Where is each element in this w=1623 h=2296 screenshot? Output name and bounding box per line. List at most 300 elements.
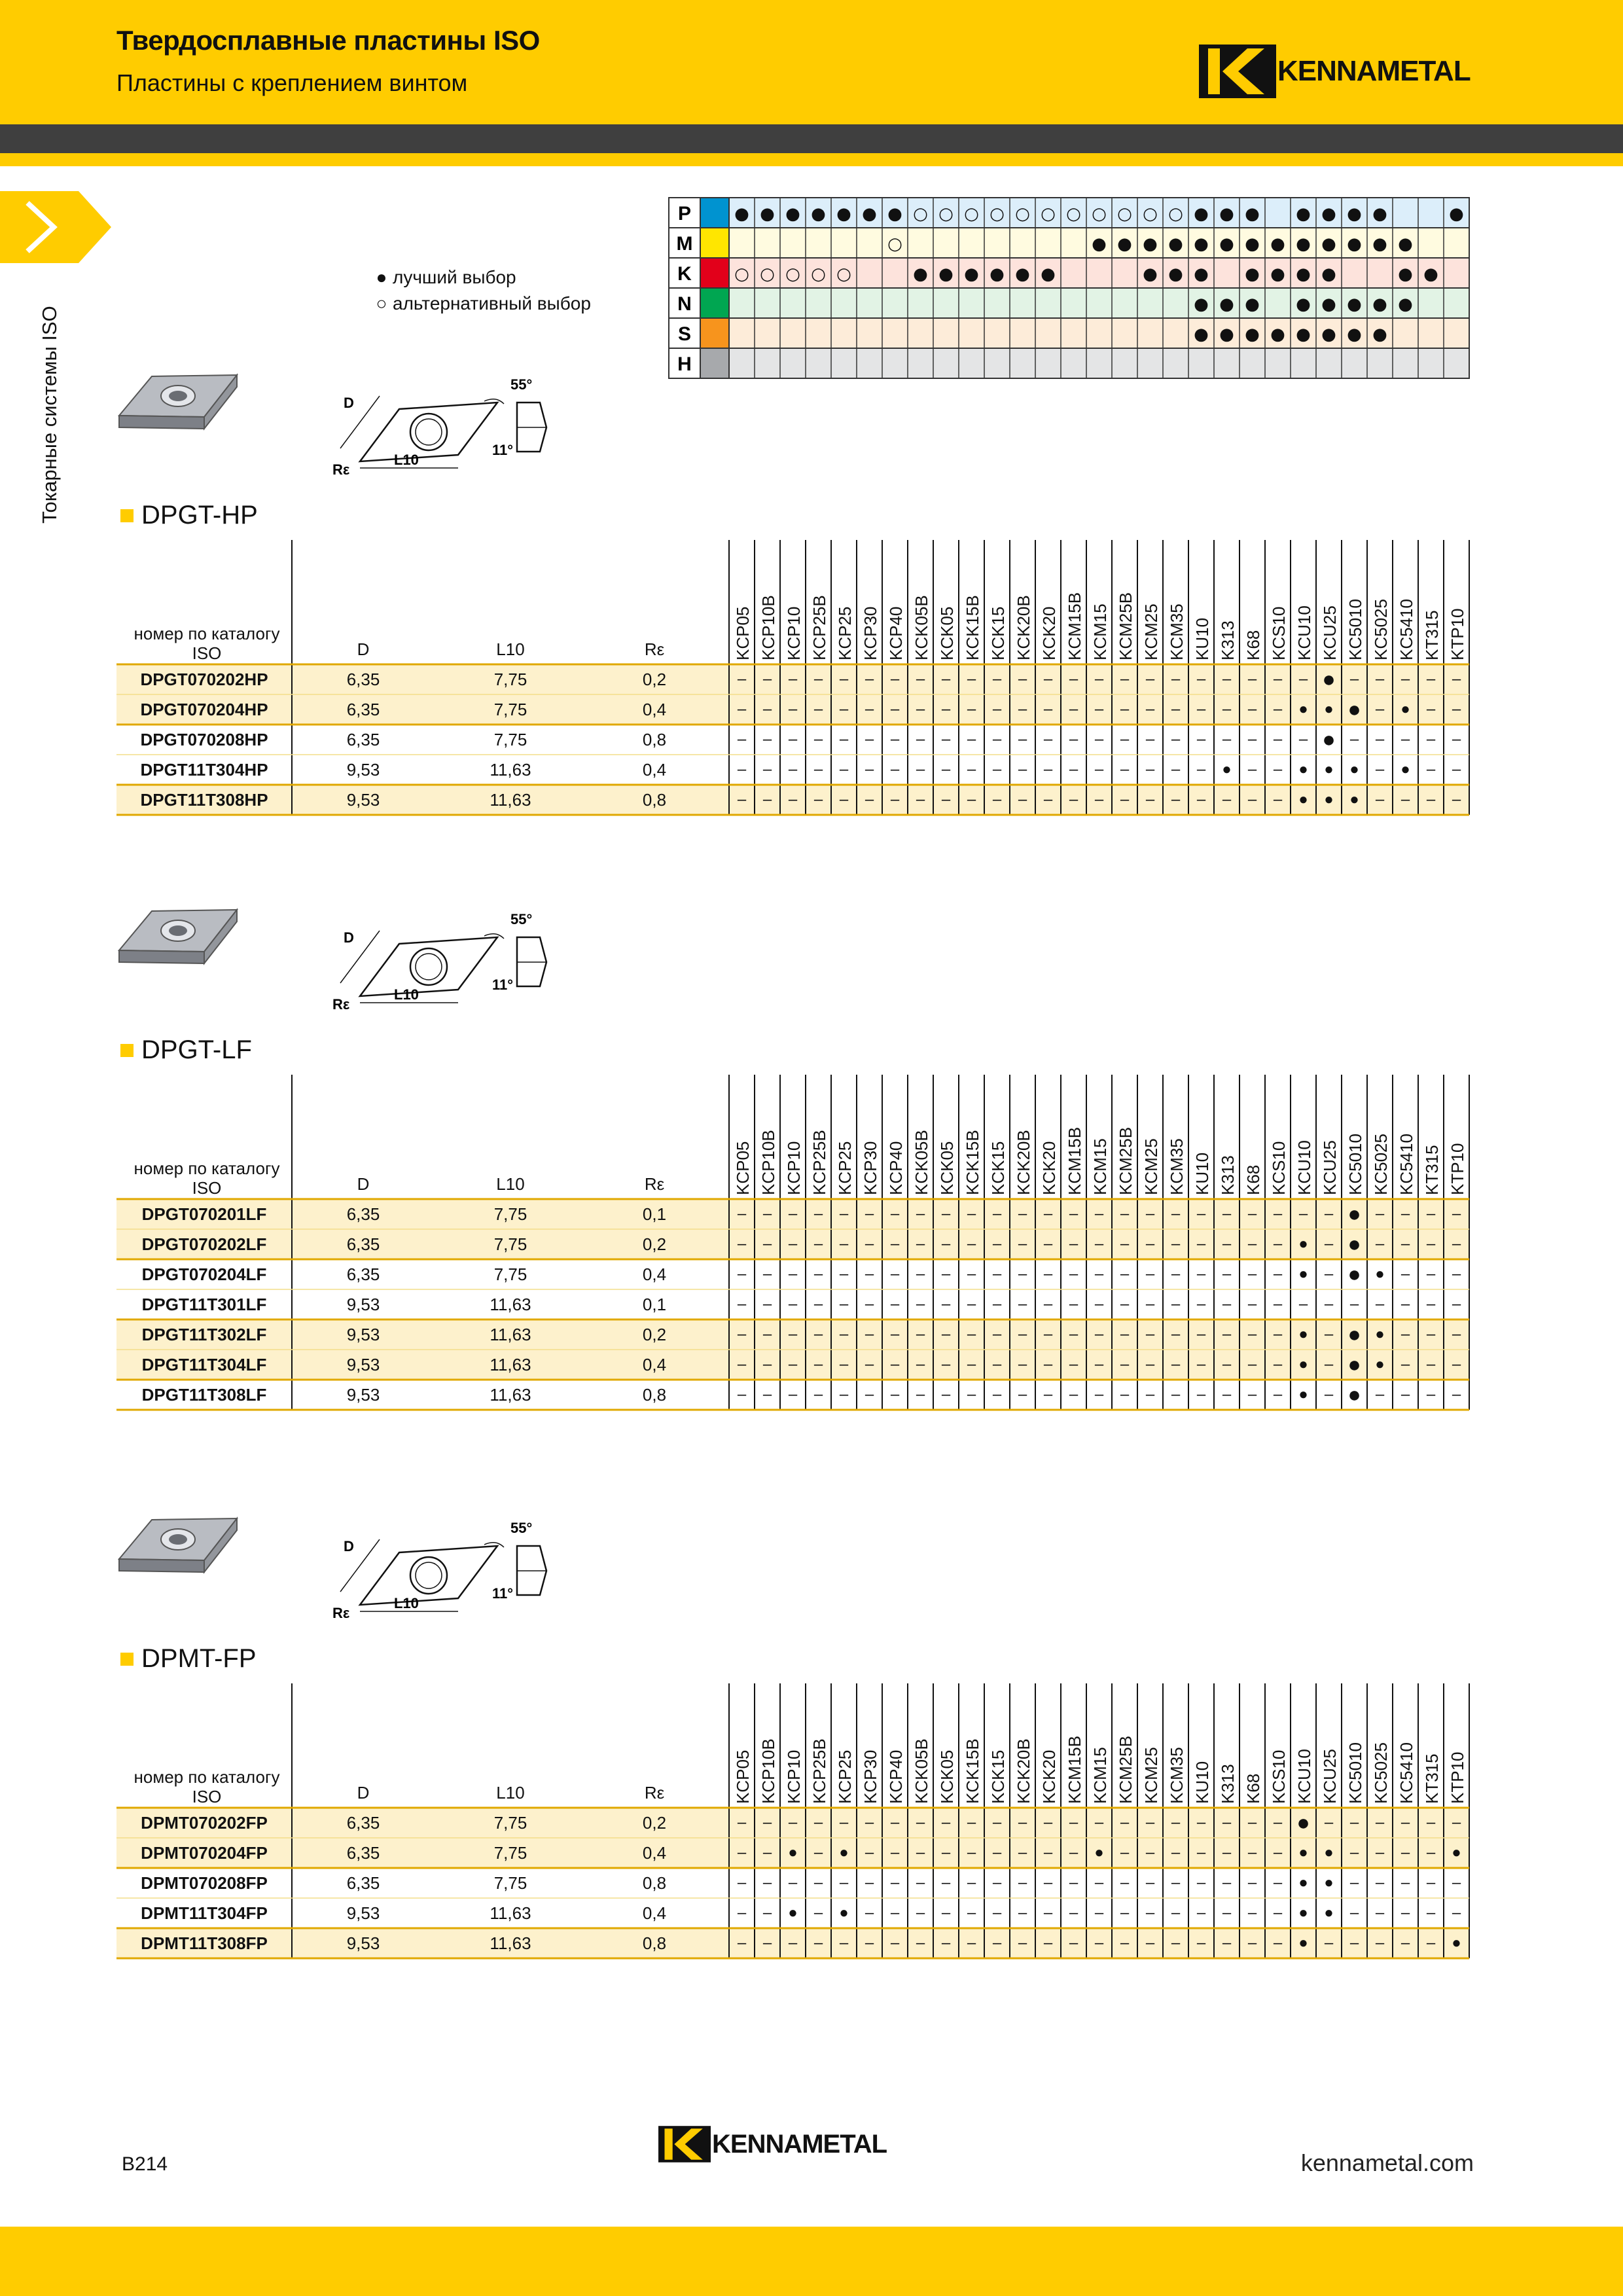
cell-dash: –: [1400, 1874, 1410, 1892]
cell-dash: –: [1171, 1355, 1181, 1373]
material-code-N: N: [677, 293, 692, 315]
matrix-mark: ●: [1219, 234, 1234, 254]
cell-dash: –: [813, 1295, 823, 1313]
cell-dash: –: [1298, 1205, 1308, 1223]
page-title: Твердосплавные пластины ISO: [116, 25, 540, 56]
cell-dash: –: [1094, 730, 1104, 748]
grade-label-KCK15B: KCK15B: [963, 595, 982, 660]
cell-dash: –: [1018, 1235, 1027, 1253]
cell-dot: ●: [1400, 700, 1410, 718]
grade-label-KC5010: KC5010: [1346, 599, 1365, 660]
cell-dash: –: [1171, 1814, 1181, 1831]
cell-dash: –: [865, 1205, 874, 1223]
cell-dash: –: [1452, 1205, 1461, 1223]
catalog-number: DPGT070202LF: [141, 1234, 267, 1254]
cell-dash: –: [1043, 791, 1053, 808]
cell-dash: –: [1298, 1295, 1308, 1313]
cell-dot: ●: [1298, 1265, 1308, 1283]
cell-dash: –: [1426, 1904, 1436, 1922]
cell-dash: –: [1247, 730, 1257, 748]
cell-dash: –: [1400, 791, 1410, 808]
cell-dot: ●: [1347, 1232, 1361, 1257]
cell-dash: –: [865, 1265, 874, 1283]
grade-label-KCK20: KCK20: [1039, 1749, 1059, 1804]
cell-dash: –: [1452, 1355, 1461, 1373]
cell-dash: –: [916, 1325, 925, 1343]
matrix-mark: ●: [1015, 264, 1030, 284]
cell-dash: –: [865, 1295, 874, 1313]
cell-dash: –: [916, 700, 925, 718]
cell-dash: –: [788, 1874, 798, 1892]
cell-dash: –: [1196, 730, 1206, 748]
cell-dash: –: [941, 1325, 951, 1343]
cell-dash: –: [1426, 791, 1436, 808]
cell-dash: –: [1400, 1205, 1410, 1223]
cell-dash: –: [941, 1386, 951, 1403]
cell-dash: –: [941, 1874, 951, 1892]
grade-label-KCK15: KCK15: [988, 1141, 1008, 1195]
value-d: 9,53: [346, 760, 380, 780]
value-l10: 7,75: [493, 670, 527, 689]
cell-dash: –: [865, 1325, 874, 1343]
cell-dash: –: [1196, 700, 1206, 718]
matrix-mark: ●: [1168, 264, 1183, 284]
cell-dash: –: [1324, 1265, 1334, 1283]
cell-dash: –: [1171, 1235, 1181, 1253]
cell-dash: –: [1452, 1386, 1461, 1403]
insert-geometry-diagram: [321, 1513, 569, 1651]
cell-dot: ●: [1298, 700, 1308, 718]
cell-dash: –: [1120, 1235, 1130, 1253]
brand-name: KENNAMETAL: [1277, 55, 1471, 87]
cell-dash: –: [762, 1814, 772, 1831]
material-code-S: S: [677, 323, 692, 345]
cell-dash: –: [1043, 761, 1053, 778]
material-swatch-P: [700, 198, 729, 228]
matrix-mark: ●: [1321, 204, 1336, 224]
value-d: 6,35: [346, 1234, 380, 1254]
cell-dash: –: [1273, 1386, 1283, 1403]
matrix-mark: ○: [887, 234, 902, 254]
cell-dash: –: [1120, 1874, 1130, 1892]
legend: [374, 264, 591, 317]
cell-dash: –: [737, 670, 747, 688]
value-re: 0,4: [642, 700, 667, 719]
cell-dash: –: [1324, 1235, 1334, 1253]
insert-photo-icon: [113, 898, 243, 983]
footer-band: [0, 2227, 1623, 2296]
grade-label-KC5010: KC5010: [1346, 1742, 1365, 1804]
cell-dash: –: [737, 1355, 747, 1373]
cell-dash: –: [839, 730, 849, 748]
value-l10: 7,75: [493, 730, 527, 749]
value-l10: 7,75: [493, 1265, 527, 1284]
matrix-mark: ●: [1296, 264, 1311, 284]
value-l10: 7,75: [493, 700, 527, 719]
matrix-mark: ○: [1066, 204, 1081, 224]
cell-dash: –: [1452, 1265, 1461, 1283]
cell-dot: ●: [839, 1844, 849, 1861]
cell-dash: –: [813, 1904, 823, 1922]
cell-dash: –: [1375, 1235, 1385, 1253]
cell-dash: –: [737, 1386, 747, 1403]
cell-dash: –: [813, 1235, 823, 1253]
cell-dash: –: [890, 1205, 900, 1223]
cell-dash: –: [890, 1874, 900, 1892]
cell-dash: –: [1400, 1904, 1410, 1922]
cell-dash: –: [813, 670, 823, 688]
cell-dash: –: [916, 1355, 925, 1373]
geometry-label: 11°: [492, 442, 514, 458]
matrix-mark: ●: [938, 264, 954, 284]
cell-dash: –: [1375, 1295, 1385, 1313]
grade-label-KCM15B: KCM15B: [1065, 1126, 1084, 1195]
cell-dash: –: [1452, 700, 1461, 718]
material-matrix-grid: [668, 196, 1472, 380]
cell-dash: –: [788, 730, 798, 748]
cell-dash: –: [839, 1325, 849, 1343]
cell-dash: –: [1400, 1295, 1410, 1313]
cell-dash: –: [1375, 1934, 1385, 1952]
cell-dash: –: [1171, 1265, 1181, 1283]
grade-label-KCP10B: KCP10B: [758, 1130, 778, 1195]
cell-dash: –: [839, 761, 849, 778]
cell-dash: –: [1375, 1386, 1385, 1403]
grade-label-KCP25: KCP25: [835, 606, 855, 660]
cell-dash: –: [992, 1235, 1002, 1253]
cell-dash: –: [839, 700, 849, 718]
cell-dash: –: [1069, 730, 1079, 748]
cell-dash: –: [1069, 700, 1079, 718]
cell-dash: –: [762, 730, 772, 748]
cell-dash: –: [865, 730, 874, 748]
cell-dash: –: [865, 1874, 874, 1892]
material-matrix: [668, 196, 1472, 383]
cell-dash: –: [1426, 1205, 1436, 1223]
cell-dash: –: [1400, 670, 1410, 688]
matrix-mark: ●: [1194, 204, 1209, 224]
header-l10: L10: [496, 1783, 525, 1803]
cell-dash: –: [967, 1265, 976, 1283]
cell-dash: –: [916, 1814, 925, 1831]
cell-dash: –: [1145, 700, 1155, 718]
cell-dash: –: [1094, 1904, 1104, 1922]
section-title: [120, 1644, 257, 1674]
matrix-mark: ●: [1296, 325, 1311, 344]
cell-dash: –: [1273, 1844, 1283, 1861]
cell-dash: –: [1222, 1874, 1232, 1892]
cell-dash: –: [762, 1235, 772, 1253]
grade-label-KCM15: KCM15: [1090, 603, 1110, 660]
cell-dash: –: [1043, 700, 1053, 718]
grade-label-KCP25B: KCP25B: [810, 1738, 829, 1804]
cell-dash: –: [1273, 700, 1283, 718]
value-re: 0,2: [642, 1325, 667, 1344]
value-re: 0,8: [642, 790, 667, 810]
cell-dash: –: [839, 1295, 849, 1313]
cell-dash: –: [992, 1295, 1002, 1313]
cell-dash: –: [1094, 761, 1104, 778]
cell-dash: –: [788, 1205, 798, 1223]
matrix-mark: ○: [1143, 204, 1158, 224]
matrix-mark: ●: [1398, 264, 1413, 284]
matrix-mark: ●: [1117, 234, 1132, 254]
grade-label-KCK20B: KCK20B: [1014, 595, 1033, 660]
matrix-mark: ○: [1015, 204, 1030, 224]
value-l10: 7,75: [493, 1234, 527, 1254]
matrix-mark: ●: [1398, 295, 1413, 314]
catalog-number: DPGT11T304HP: [140, 760, 268, 780]
grade-label-KCM25: KCM25: [1141, 603, 1161, 660]
cell-dash: –: [1426, 730, 1436, 748]
cell-dash: –: [916, 1844, 925, 1861]
cell-dash: –: [1196, 1934, 1206, 1952]
cell-dash: –: [813, 700, 823, 718]
value-re: 0,4: [642, 1355, 667, 1374]
cell-dash: –: [916, 1235, 925, 1253]
cell-dash: –: [1222, 1235, 1232, 1253]
header-re: Rε: [644, 1174, 665, 1194]
cell-dash: –: [1400, 1814, 1410, 1831]
matrix-mark: ●: [785, 204, 800, 224]
cell-dash: –: [839, 1205, 849, 1223]
cell-dot: ●: [1324, 700, 1334, 718]
material-swatch-S: [700, 318, 729, 348]
grade-label-KCP10: KCP10: [784, 1749, 804, 1804]
matrix-mark: ●: [1092, 234, 1107, 254]
cell-dash: –: [788, 1235, 798, 1253]
grade-label-KCU10: KCU10: [1294, 1749, 1314, 1804]
grade-label-KCK20B: KCK20B: [1014, 1130, 1033, 1195]
cell-dash: –: [1222, 1844, 1232, 1861]
cell-dash: –: [916, 1295, 925, 1313]
cell-dash: –: [865, 1904, 874, 1922]
footer-url[interactable]: kennametal.com: [1300, 2149, 1474, 2176]
cell-dot: ●: [1347, 1262, 1361, 1287]
cell-dash: –: [992, 1844, 1002, 1861]
cell-dash: –: [967, 1295, 976, 1313]
matrix-mark: ●: [1347, 234, 1362, 254]
cell-dash: –: [916, 1205, 925, 1223]
cell-dash: –: [813, 761, 823, 778]
cell-dash: –: [890, 1355, 900, 1373]
value-d: 9,53: [346, 1933, 380, 1953]
grade-label-KCK15B: KCK15B: [963, 1130, 982, 1195]
cell-dash: –: [1273, 1355, 1283, 1373]
cell-dash: –: [1375, 1874, 1385, 1892]
cell-dash: –: [1145, 1904, 1155, 1922]
cell-dash: –: [1094, 1235, 1104, 1253]
cell-dash: –: [1120, 1814, 1130, 1831]
value-l10: 11,63: [490, 790, 531, 810]
grade-label-KCP10: KCP10: [784, 606, 804, 660]
grade-label-KCU25: KCU25: [1320, 1749, 1340, 1804]
cell-dash: –: [967, 761, 976, 778]
cell-dash: –: [1069, 1325, 1079, 1343]
cell-dash: –: [1196, 1325, 1206, 1343]
cell-dash: –: [1222, 1265, 1232, 1283]
cell-dash: –: [967, 1844, 976, 1861]
header-d: D: [357, 639, 370, 659]
value-re: 0,8: [642, 1873, 667, 1893]
cell-dash: –: [890, 791, 900, 808]
cell-dash: –: [1145, 1265, 1155, 1283]
cell-dot: ●: [839, 1904, 849, 1922]
cell-dash: –: [1094, 791, 1104, 808]
cell-dash: –: [1018, 1874, 1027, 1892]
cell-dot: ●: [788, 1904, 798, 1922]
cell-dash: –: [992, 1874, 1002, 1892]
cell-dot: ●: [1094, 1844, 1104, 1861]
cell-dash: –: [1120, 1355, 1130, 1373]
matrix-mark: ●: [887, 204, 902, 224]
cell-dash: –: [865, 1934, 874, 1952]
grade-label-KC5410: KC5410: [1397, 599, 1416, 660]
chapter-arrow-icon: [0, 191, 111, 263]
cell-dot: ●: [1322, 667, 1336, 692]
cell-dash: –: [1171, 1205, 1181, 1223]
value-re: 0,2: [642, 1813, 667, 1833]
value-re: 0,8: [642, 1385, 667, 1405]
matrix-mark: ●: [811, 204, 826, 224]
matrix-mark: ●: [1143, 264, 1158, 284]
cell-dash: –: [1145, 1844, 1155, 1861]
cell-dash: –: [1426, 1235, 1436, 1253]
cell-dash: –: [1069, 1874, 1079, 1892]
matrix-mark: ●: [1270, 264, 1285, 284]
cell-dash: –: [916, 791, 925, 808]
cell-dash: –: [1120, 1904, 1130, 1922]
cell-dash: –: [1196, 1904, 1206, 1922]
cell-dot: ●: [1375, 1355, 1385, 1373]
cell-dash: –: [967, 1235, 976, 1253]
matrix-mark: ○: [1168, 204, 1183, 224]
grade-label-KCP10B: KCP10B: [758, 1738, 778, 1804]
cell-dash: –: [1196, 1814, 1206, 1831]
cell-dash: –: [1120, 791, 1130, 808]
value-d: 6,35: [346, 670, 380, 689]
cell-dash: –: [916, 1934, 925, 1952]
cell-dash: –: [1247, 1265, 1257, 1283]
cell-dash: –: [788, 670, 798, 688]
cell-dash: –: [1094, 700, 1104, 718]
cell-dash: –: [1426, 1844, 1436, 1861]
value-l10: 11,63: [490, 1385, 531, 1405]
cell-dash: –: [1400, 1844, 1410, 1861]
cell-dash: –: [992, 670, 1002, 688]
cell-dash: –: [1222, 1205, 1232, 1223]
cell-dash: –: [1018, 1355, 1027, 1373]
cell-dot: ●: [1347, 697, 1361, 722]
cell-dash: –: [1043, 670, 1053, 688]
grade-label-KCS10: KCS10: [1269, 606, 1289, 660]
cell-dash: –: [1145, 1934, 1155, 1952]
cell-dash: –: [1400, 1355, 1410, 1373]
geometry-label: 11°: [492, 1585, 514, 1602]
cell-dash: –: [1273, 1295, 1283, 1313]
cell-dash: –: [941, 1295, 951, 1313]
cell-dash: –: [1222, 1814, 1232, 1831]
cell-dash: –: [1273, 761, 1283, 778]
grade-label-KCM25B: KCM25B: [1116, 1126, 1135, 1195]
cell-dash: –: [1120, 730, 1130, 748]
grade-label-K68: K68: [1243, 630, 1263, 660]
grade-label-KCM35: KCM35: [1167, 1138, 1186, 1195]
grade-label-KCP30: KCP30: [861, 1749, 880, 1804]
cell-dash: –: [1094, 1934, 1104, 1952]
cell-dash: –: [1094, 1265, 1104, 1283]
cell-dash: –: [737, 1265, 747, 1283]
cell-dash: –: [1145, 791, 1155, 808]
cell-dash: –: [788, 1325, 798, 1343]
matrix-mark: ●: [1449, 204, 1464, 224]
cell-dash: –: [1247, 1295, 1257, 1313]
cell-dash: –: [1426, 700, 1436, 718]
cell-dash: –: [1145, 730, 1155, 748]
grade-label-KC5025: KC5025: [1371, 1742, 1391, 1804]
cell-dash: –: [1273, 670, 1283, 688]
cell-dash: –: [1222, 730, 1232, 748]
value-re: 0,2: [642, 1234, 667, 1254]
cell-dash: –: [1426, 1874, 1436, 1892]
cell-dash: –: [865, 700, 874, 718]
value-d: 6,35: [346, 730, 380, 749]
cell-dash: –: [1171, 670, 1181, 688]
header-d: D: [357, 1174, 370, 1194]
cell-dash: –: [1145, 1325, 1155, 1343]
grade-label-KCK05B: KCK05B: [912, 1738, 931, 1804]
matrix-mark: ●: [1245, 325, 1260, 344]
catalog-number: DPGT070201LF: [141, 1204, 267, 1224]
grade-label-KCU10: KCU10: [1294, 605, 1314, 660]
matrix-mark: ●: [1270, 325, 1285, 344]
cell-dash: –: [762, 1205, 772, 1223]
grade-label-KCK20: KCK20: [1039, 1141, 1059, 1195]
catalog-number: DPGT070208HP: [140, 730, 268, 749]
cell-dash: –: [1452, 1904, 1461, 1922]
cell-dash: –: [1222, 1325, 1232, 1343]
legend-best: ● лучший выбор: [376, 267, 516, 287]
cell-dash: –: [1171, 1934, 1181, 1952]
cell-dash: –: [865, 1814, 874, 1831]
cell-dash: –: [890, 670, 900, 688]
cell-dash: –: [992, 700, 1002, 718]
cell-dash: –: [941, 1355, 951, 1373]
geometry-label: L10: [394, 452, 419, 468]
grade-label-KCK05B: KCK05B: [912, 1130, 931, 1195]
geometry-label: 11°: [492, 977, 514, 993]
cell-dash: –: [1043, 1904, 1053, 1922]
value-re: 0,1: [642, 1295, 667, 1314]
value-l10: 11,63: [490, 1933, 531, 1953]
cell-dash: –: [813, 730, 823, 748]
matrix-mark: ○: [760, 264, 775, 284]
cell-dash: –: [1426, 670, 1436, 688]
grade-label-KCM15: KCM15: [1090, 1138, 1110, 1195]
grade-label-KC5025: KC5025: [1371, 599, 1391, 660]
matrix-mark: ○: [1092, 204, 1107, 224]
cell-dash: –: [1196, 670, 1206, 688]
cell-dash: –: [1247, 1355, 1257, 1373]
matrix-mark: ○: [1117, 204, 1132, 224]
matrix-mark: ●: [1245, 295, 1260, 314]
cell-dash: –: [1069, 1904, 1079, 1922]
value-l10: 7,75: [493, 1873, 527, 1893]
value-l10: 7,75: [493, 1204, 527, 1224]
cell-dash: –: [967, 700, 976, 718]
cell-dash: –: [992, 791, 1002, 808]
cell-dash: –: [1171, 700, 1181, 718]
